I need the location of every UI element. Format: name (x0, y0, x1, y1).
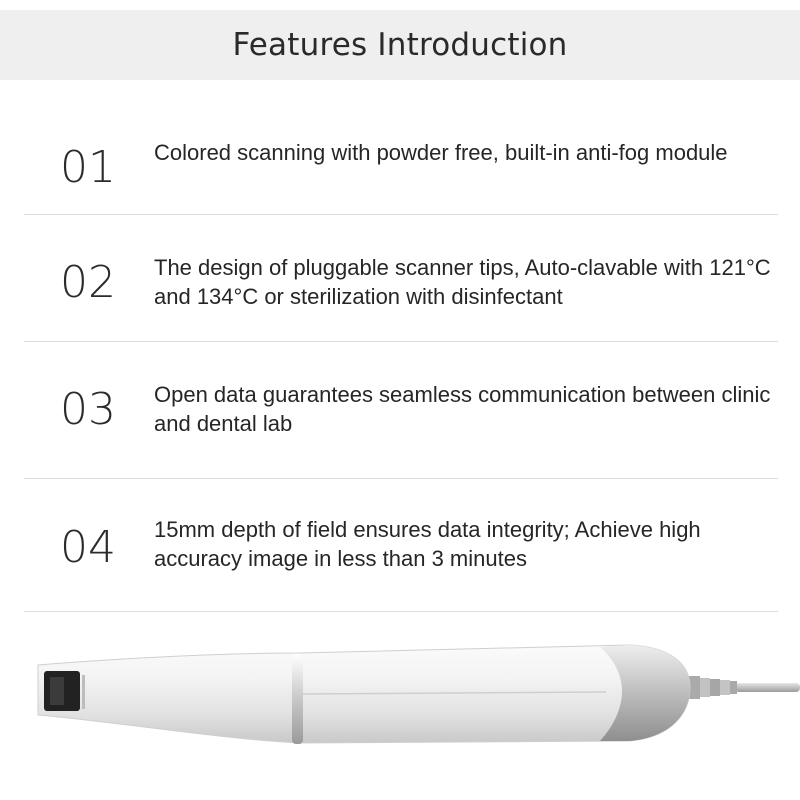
feature-number: 03 (60, 384, 116, 435)
feature-number: 04 (60, 522, 116, 573)
page-title: Features Introduction (232, 27, 568, 63)
feature-description: 15mm depth of field ensures data integrity; Achieve high accuracy image in less than 3 minutes (154, 517, 701, 571)
feature-description: The design of pluggable scanner tips, Auto-clavable with 121°C and 134°C or sterilization with disinfectant (154, 255, 771, 309)
feature-number: 02 (60, 257, 116, 308)
feature-item-1 (24, 108, 778, 215)
feature-item-4 (24, 479, 778, 612)
feature-item-2 (24, 215, 778, 342)
intraoral-scanner-image (0, 625, 800, 765)
feature-item-3 (24, 342, 778, 479)
feature-number: 01 (60, 142, 116, 193)
cable-strain-relief (688, 676, 737, 699)
header-banner (0, 10, 800, 80)
feature-description: Colored scanning with powder free, built-in anti-fog module (154, 140, 728, 165)
feature-description: Open data guarantees seamless communication between clinic and dental lab (154, 382, 771, 436)
